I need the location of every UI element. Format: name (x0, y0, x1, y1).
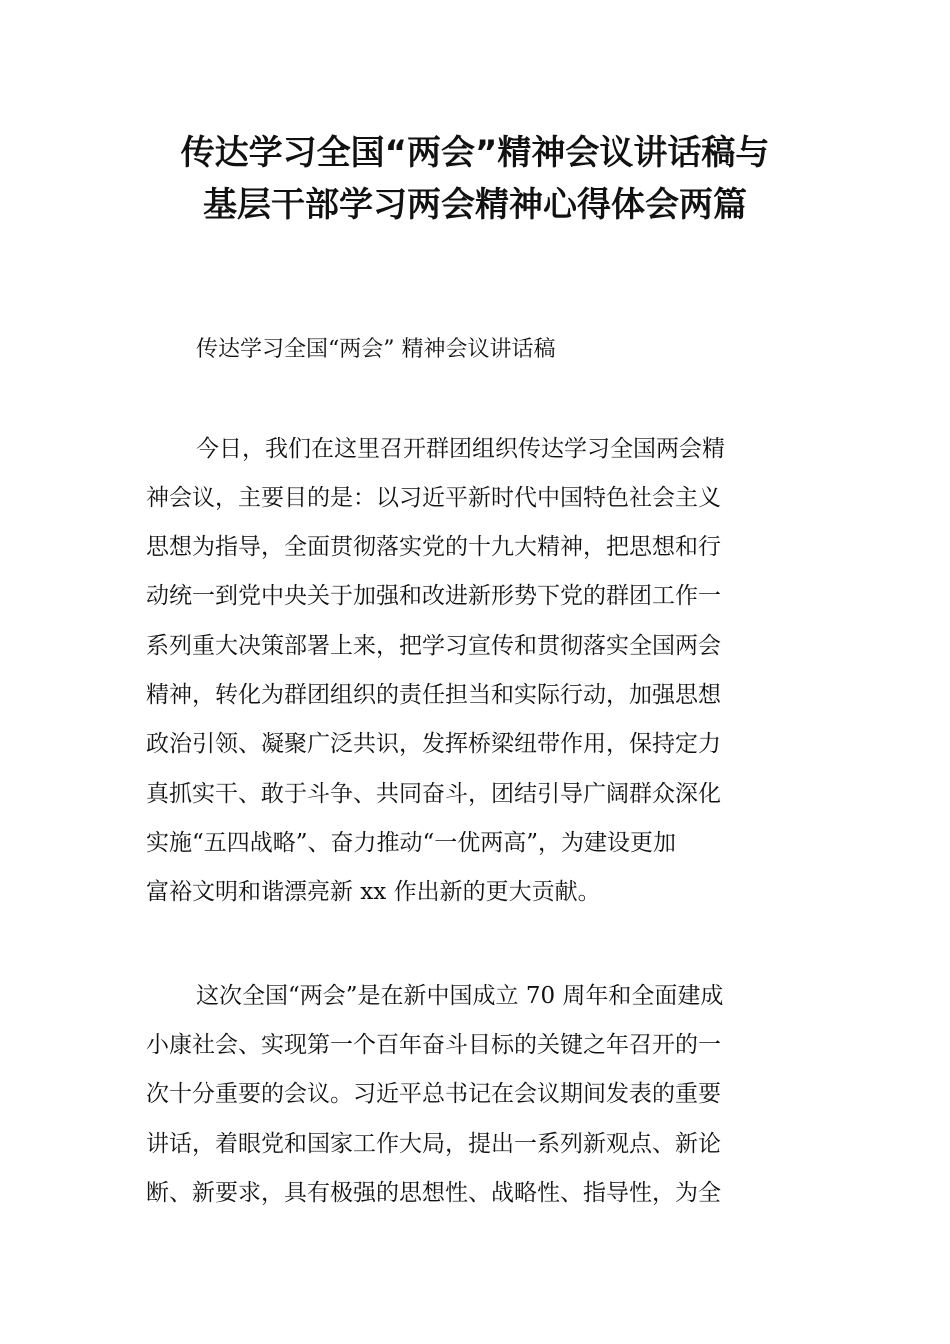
paragraph-line: 今日，我们在这里召开群团组织传达学习全国两会精 (196, 436, 725, 462)
paragraph-line: 讲话，着眼党和国家工作大局，提出一系列新观点、新论 (146, 1131, 721, 1157)
document-title-line-2: 基层干部学习两会精神心得体会两篇 (203, 185, 747, 225)
paragraph-line: 思想为指导，全面贯彻落实党的十九大精神，把思想和行 (146, 534, 721, 560)
paragraph-line: 精神，转化为群团组织的责任担当和实际行动，加强思想 (146, 682, 721, 708)
paragraph-line: 政治引领、凝聚广泛共识，发挥桥梁纽带作用，保持定力 (146, 731, 721, 757)
paragraph-line: 神会议，主要目的是：以习近平新时代中国特色社会主义 (146, 485, 721, 511)
paragraph-line: 动统一到党中央关于加强和改进新形势下党的群团工作一 (146, 583, 721, 609)
paragraph-line: 断、新要求，具有极强的思想性、战略性、指导性，为全 (146, 1180, 721, 1206)
paragraph-line: 实施“五四战略”、奋力推动“一优两高”，为建设更加 (146, 830, 677, 856)
section-subtitle: 传达学习全国“两会” 精神会议讲话稿 (196, 337, 556, 362)
paragraph-line: 真抓实干、敢于斗争、共同奋斗，团结引导广阔群众深化 (146, 781, 721, 807)
document-title-line-1: 传达学习全国“两会”精神会议讲话稿与 (180, 133, 770, 173)
paragraph-line: 这次全国“两会”是在新中国成立 70 周年和全面建成 (196, 983, 724, 1009)
paragraph-line: 次十分重要的会议。习近平总书记在会议期间发表的重要 (146, 1081, 721, 1107)
paragraph-line: 系列重大决策部署上来，把学习宣传和贯彻落实全国两会 (146, 633, 721, 659)
paragraph-line: 小康社会、实现第一个百年奋斗目标的关键之年召开的一 (146, 1032, 721, 1058)
paragraph-line: 富裕文明和谐漂亮新 xx 作出新的更大贡献。 (146, 879, 601, 905)
